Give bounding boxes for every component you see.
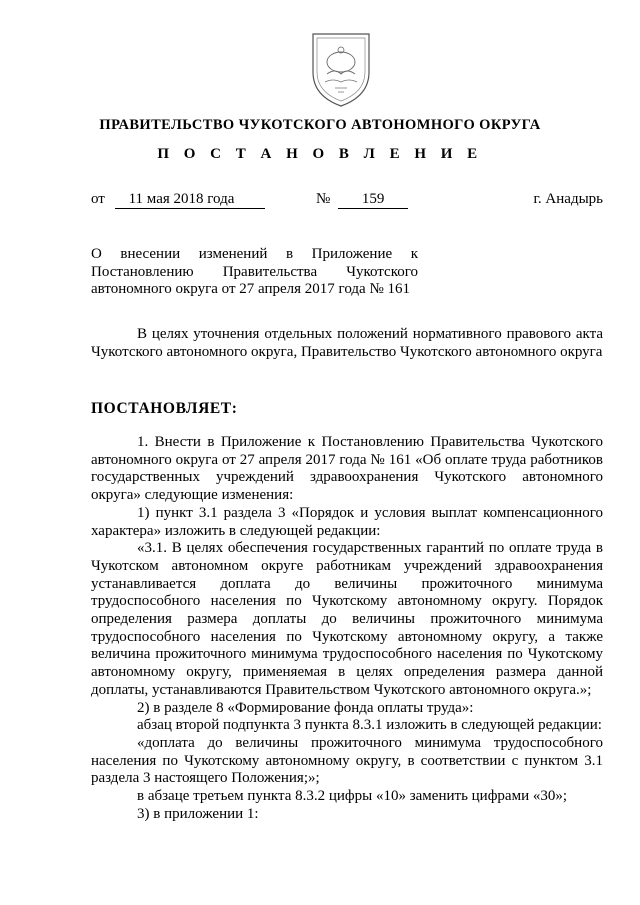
number-prefix: № <box>316 191 331 207</box>
document-type-heading: П О С Т А Н О В Л Е Н И Е <box>157 146 483 162</box>
date-prefix: от <box>91 191 105 207</box>
number-value: 159 <box>338 190 408 209</box>
organization-title: ПРАВИТЕЛЬСТВО ЧУКОТСКОГО АВТОНОМНОГО ОКРУГА <box>99 117 541 133</box>
paragraph: «3.1. В целях обеспечения государственных гарантий по оплате труда в Чукотском автономном округе работникам учреждений здравоохранения устанавливается доплата до величины прожиточного минимума трудоспособного населения по Чукотскому автономному округу. Порядок определения размера доплаты до величины прожиточного минимума трудоспособного населения по Чукотскому автономному округу, а также величина прожиточного минимума трудоспособного населения по Чукотскому автономному округу, применяемая в целях определения размера данной доплаты, устанавливаются Правительством Чукотского автономного округа.»; <box>91 540 603 698</box>
preamble <box>91 326 603 361</box>
document-body <box>91 434 603 823</box>
paragraph: 2) в разделе 8 «Формирование фонда оплаты труда»: <box>137 699 474 716</box>
paragraph: «доплата до величины прожиточного минимума трудоспособного населения по Чукотскому автономному округу, в соответствии с пунктом 3.1 раздела 3 настоящего Положения;»; <box>91 734 603 787</box>
paragraph: 3) в приложении 1: <box>137 805 259 822</box>
paragraph: 1. Внести в Приложение к Постановлению Правительства Чукотского автономного округа от 27 апреля 2017 года № 161 «Об оплате труда работников государственных учреждений здравоохранения Чукотского автономного округа» следующие изменения: <box>91 434 603 504</box>
resolves-heading: ПОСТАНОВЛЯЕТ: <box>91 400 238 417</box>
preamble-text: В целях уточнения отдельных положений нормативного правового акта Чукотского автономного округа, Правительство Чукотского автономного округа <box>91 326 603 360</box>
coat-of-arms-emblem-icon <box>305 28 377 110</box>
paragraph: 1) пункт 3.1 раздела 3 «Порядок и условия выплат компенсационного характера» изложить в следующей редакции: <box>91 504 603 539</box>
paragraph: абзац второй подпункта 3 пункта 8.3.1 изложить в следующей редакции: <box>137 717 602 734</box>
number-field <box>316 190 408 209</box>
date-value: 11 мая 2018 года <box>115 190 265 209</box>
place-field: г. Анадырь <box>533 191 603 207</box>
date-field <box>91 190 265 209</box>
paragraph: в абзаце третьем пункта 8.3.2 цифры «10» заменить цифрами «30»; <box>137 788 568 805</box>
document-subject: О внесении изменений в Приложение к Постановлению Правительства Чукотского автономного округа от 27 апреля 2017 года № 161 <box>91 246 418 297</box>
